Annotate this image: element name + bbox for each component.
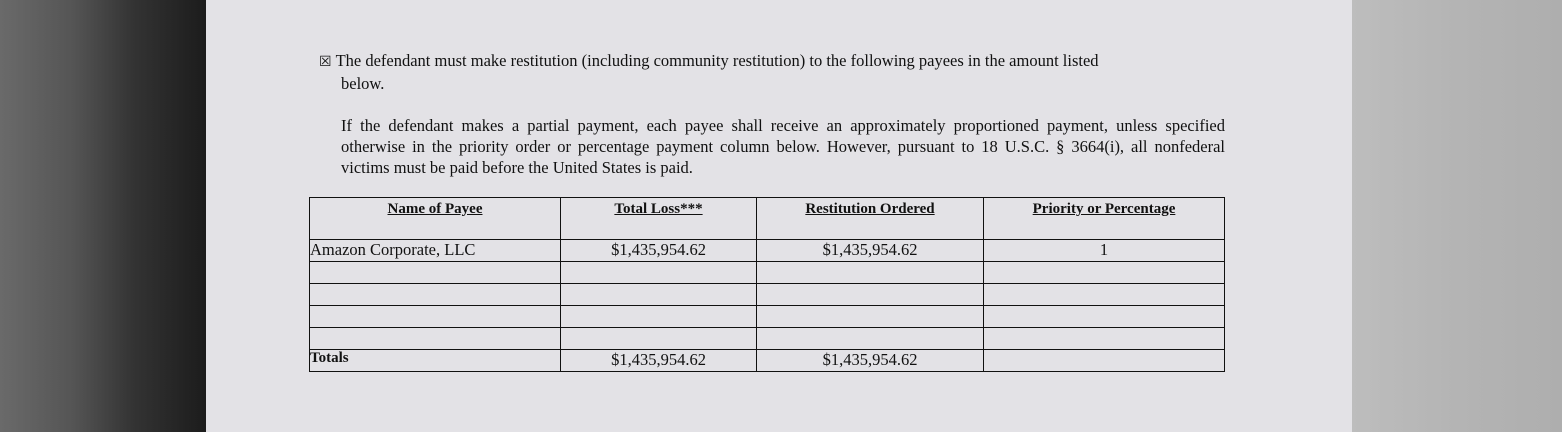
priority xyxy=(984,284,1225,306)
table-row xyxy=(310,328,1225,350)
priority xyxy=(984,328,1225,350)
total-loss xyxy=(561,284,757,306)
checked-box-icon: ☒ xyxy=(319,54,332,70)
restitution-ordered xyxy=(757,306,984,328)
totals-priority xyxy=(984,350,1225,372)
partial-payment-paragraph: If the defendant makes a partial payment, each payee shall receive an approximately proportioned payment, unless specified otherwise in the priority order or percentage payment column below. However, pursuant to 18 U.S.C. § 3664(i), all nonfederal victims must be paid before the United States is paid. xyxy=(341,116,1225,177)
header-total-loss: Total Loss*** xyxy=(561,198,757,240)
restitution-ordered: $1,435,954.62 xyxy=(757,240,984,262)
totals-row xyxy=(310,350,1225,372)
table-row xyxy=(310,262,1225,284)
priority xyxy=(984,262,1225,284)
table-row xyxy=(310,240,1225,262)
priority xyxy=(984,306,1225,328)
total-loss: $1,435,954.62 xyxy=(561,240,757,262)
header-priority-or-percentage: Priority or Percentage xyxy=(984,198,1225,240)
totals-label: Totals xyxy=(310,350,561,372)
header-restitution-ordered: Restitution Ordered xyxy=(757,198,984,240)
restitution-ordered xyxy=(757,262,984,284)
table-header-row xyxy=(310,198,1225,240)
payee-name xyxy=(310,328,561,350)
background-left-shadow xyxy=(0,0,206,432)
restitution-ordered xyxy=(757,284,984,306)
table-row xyxy=(310,284,1225,306)
payee-name xyxy=(310,306,561,328)
restitution-ordered xyxy=(757,328,984,350)
payee-name: Amazon Corporate, LLC xyxy=(310,240,561,262)
header-name-of-payee: Name of Payee xyxy=(310,198,561,240)
payee-name xyxy=(310,262,561,284)
priority: 1 xyxy=(984,240,1225,262)
background-right xyxy=(1352,0,1562,432)
restitution-statement xyxy=(319,50,1225,95)
restitution-statement-line2: below. xyxy=(341,74,385,93)
totals-restitution-ordered: $1,435,954.62 xyxy=(757,350,984,372)
restitution-table xyxy=(309,197,1225,372)
payee-name xyxy=(310,284,561,306)
restitution-statement-line1: The defendant must make restitution (including community restitution) to the following payees in the amount listed xyxy=(335,51,1099,70)
table-row xyxy=(310,306,1225,328)
total-loss xyxy=(561,328,757,350)
total-loss xyxy=(561,262,757,284)
totals-total-loss: $1,435,954.62 xyxy=(561,350,757,372)
document-page xyxy=(206,0,1352,432)
total-loss xyxy=(561,306,757,328)
